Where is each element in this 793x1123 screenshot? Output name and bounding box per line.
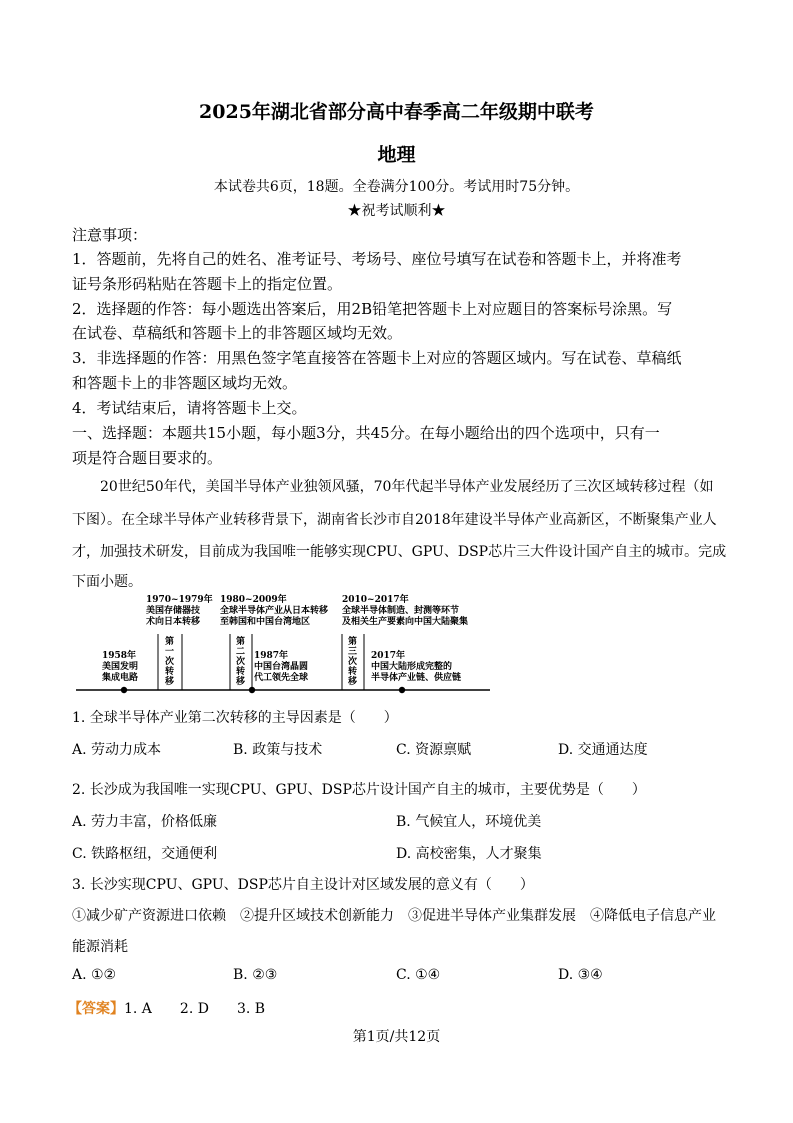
question-2-option: D. 高校密集，人才聚集 — [396, 846, 542, 862]
exam-info: 本试卷共6页，18题。全卷满分100分。考试用时75分钟。 — [213, 179, 580, 195]
svg-text:第: 第 — [165, 637, 175, 647]
notice-line: 1．答题前，先将自己的姓名、准考证号、考场号、座位号填写在试卷和答题卡上，并将准考 — [72, 250, 682, 268]
page-number: 第1页/共12页 — [352, 1029, 441, 1045]
passage-line: 下面小题。 — [72, 574, 142, 590]
semiconductor-transfer-timeline — [72, 592, 492, 702]
timeline-top-label: 至韩国和中国台湾地区 — [220, 617, 311, 627]
transfer-label-2 — [235, 635, 246, 687]
svg-text:移: 移 — [236, 677, 246, 687]
svg-text:转: 转 — [165, 667, 175, 677]
timeline-top-label: 术向日本转移 — [146, 617, 201, 627]
timeline-dot — [249, 687, 255, 693]
timeline-bottom-label: 集成电路 — [102, 673, 139, 683]
timeline-top-label: 1980~2009年 — [220, 595, 287, 605]
svg-text:次: 次 — [348, 657, 358, 667]
question-3-option: A. ①② — [72, 967, 117, 983]
notice-line: 在试卷、草稿纸和答题卡上的非答题区域均无效。 — [72, 324, 403, 342]
timeline-dot — [399, 687, 405, 693]
timeline-top-label: 1970~1979年 — [146, 595, 213, 605]
exam-title: 2025年湖北省部分高中春季高二年级期中联考 — [199, 101, 594, 123]
notice-line: 2．选择题的作答：每小题选出答案后，用2B铅笔把答题卡上对应题目的答案标号涂黑。写 — [72, 300, 673, 318]
question-1-stem: 1. 全球半导体产业第二次转移的主导因素是（ ） — [72, 710, 398, 726]
svg-text:次: 次 — [236, 657, 246, 667]
answer-line — [68, 998, 265, 1018]
timeline-bottom-label: 中国大陆形成完整的 — [371, 662, 453, 672]
svg-text:转: 转 — [348, 667, 358, 677]
question-3-statements-cont: 能源消耗 — [72, 939, 128, 955]
timeline-bottom-label: 1958年 — [102, 651, 137, 661]
notice-line: 3．非选择题的作答：用黑色签字笔直接答在答题卡上对应的答题区域内。写在试卷、草稿纸 — [72, 349, 682, 367]
timeline-bottom-label: 美国发明 — [102, 662, 139, 672]
notice-line: 和答题卡上的非答题区域均无效。 — [72, 374, 298, 392]
question-2-option: B. 气候宜人，环境优美 — [396, 814, 542, 830]
timeline-bottom-label: 2017年 — [371, 651, 406, 661]
subject-title: 地理 — [377, 144, 416, 166]
svg-text:第: 第 — [236, 637, 246, 647]
question-2-option: C. 铁路枢纽，交通便利 — [72, 846, 218, 862]
svg-text:移: 移 — [165, 677, 175, 687]
svg-text:三: 三 — [348, 647, 358, 657]
timeline-top-label: 及相关生产要素向中国大陆聚集 — [342, 617, 469, 627]
answer-label: 【答案】 — [68, 1001, 124, 1017]
svg-text:移: 移 — [348, 677, 358, 687]
question-2-stem: 2. 长沙成为我国唯一实现CPU、GPU、DSP芯片设计国产自主的城市，主要优势是（ ） — [72, 782, 646, 798]
svg-text:第: 第 — [348, 637, 358, 647]
section-heading-cont: 项是符合题目要求的。 — [72, 449, 223, 467]
timeline-top-label: 全球半导体产业从日本转移 — [220, 606, 329, 616]
svg-text:转: 转 — [236, 667, 246, 677]
timeline-bottom-label: 半导体产业链、供应链 — [371, 673, 462, 683]
timeline-top-label: 全球半导体制造、封测等环节 — [342, 606, 460, 616]
answer-text: 1. A 2. D 3. B — [124, 1001, 266, 1017]
question-1-option: A. 劳动力成本 — [72, 742, 162, 758]
question-1-option: D. 交通通达度 — [558, 742, 648, 758]
transfer-label-1 — [164, 635, 175, 687]
question-3-option: D. ③④ — [558, 967, 603, 983]
question-2-option: A. 劳力丰富，价格低廉 — [72, 814, 218, 830]
timeline-dot — [121, 687, 127, 693]
transfer-label-3 — [347, 635, 358, 687]
passage-line: 20世纪50年代，美国半导体产业独领风骚，70年代起半导体产业发展经历了三次区域转移过程（如 — [100, 479, 714, 495]
notice-line: 4．考试结束后，请将答题卡上交。 — [72, 399, 307, 417]
svg-text:次: 次 — [165, 657, 175, 667]
timeline-bottom-label: 代工领先全球 — [254, 673, 309, 683]
question-3-option: B. ②③ — [233, 967, 278, 983]
svg-text:二: 二 — [236, 647, 246, 657]
section-heading: 一、选择题：本题共15小题，每小题3分，共45分。在每小题给出的四个选项中，只有一 — [72, 424, 660, 442]
exam-wish: ★祝考试顺利★ — [347, 203, 446, 219]
question-3-stem: 3. 长沙实现CPU、GPU、DSP芯片自主设计对区域发展的意义有（ ） — [72, 877, 534, 893]
timeline-bottom-label: 1987年 — [254, 651, 289, 661]
svg-text:一: 一 — [165, 647, 175, 657]
question-1-option: B. 政策与技术 — [233, 742, 323, 758]
question-3-option: C. ①④ — [396, 967, 441, 983]
passage-line: 下图）。在全球半导体产业转移背景下，湖南省长沙市自2018年建设半导体产业高新区，不断聚集产业人 — [72, 512, 717, 528]
timeline-top-label: 2010~2017年 — [342, 595, 409, 605]
question-1-option: C. 资源禀赋 — [396, 742, 472, 758]
timeline-bottom-label: 中国台湾晶圆 — [254, 662, 309, 672]
notice-heading: 注意事项： — [72, 226, 148, 244]
timeline-top-label: 美国存储器技 — [146, 606, 201, 616]
question-3-statements: ①减少矿产资源进口依赖 ②提升区域技术创新能力 ③促进半导体产业集群发展 ④降低电子信息产业 — [72, 908, 716, 924]
passage-line: 才，加强技术研发，目前成为我国唯一能够实现CPU、GPU、DSP芯片三大件设计国产自主的城市。完成 — [72, 544, 727, 560]
notice-line: 证号条形码粘贴在答题卡上的指定位置。 — [72, 275, 343, 293]
